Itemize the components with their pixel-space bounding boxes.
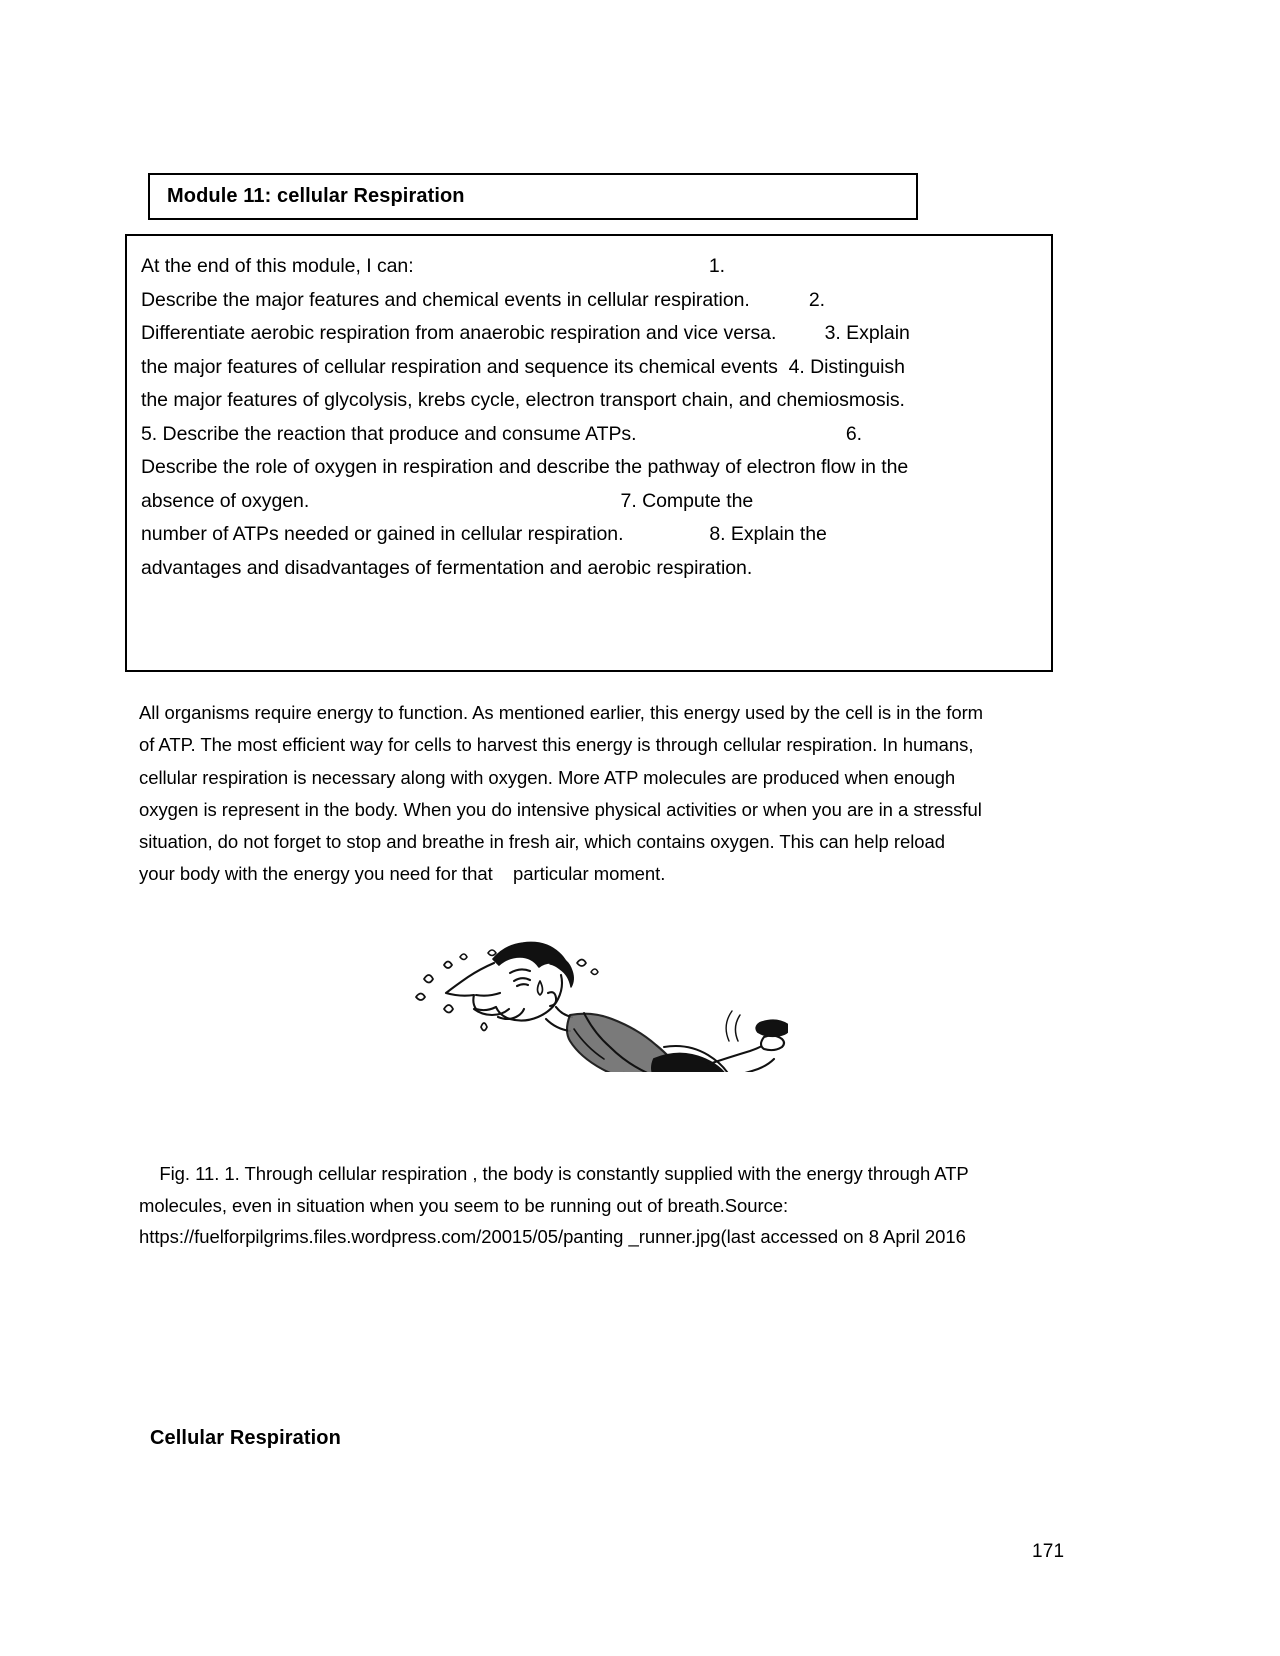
page-number: 171 — [1032, 1541, 1065, 1562]
objective-line: the major features of cellular respiration and sequence its chemical events 4. Distinguish — [141, 355, 905, 378]
caption-line: molecules, even in situation when you seem to be running out of breath.Source: — [139, 1194, 789, 1216]
body-paragraph — [139, 697, 1071, 891]
objective-line: advantages and disadvantages of fermentation and aerobic respiration. — [141, 556, 753, 579]
objective-line: Describe the major features and chemical events in cellular respiration. 2. — [141, 288, 825, 311]
figure-caption — [139, 1158, 1079, 1253]
body-line: of ATP. The most efficient way for cells to harvest this energy is through cellular respiration. In humans, — [139, 734, 974, 756]
caption-line: Fig. 11. 1. Through cellular respiration , the body is constantly supplied with the energy through ATP — [139, 1163, 969, 1184]
body-line: cellular respiration is necessary along with oxygen. More ATP molecules are produced when enough — [139, 766, 956, 788]
runner-cartoon-icon — [388, 897, 788, 1072]
objective-line: At the end of this module, I can: 1. — [141, 255, 725, 277]
objective-line: Differentiate aerobic respiration from anaerobic respiration and vice versa. 3. Explain — [141, 322, 910, 344]
objective-line: Describe the role of oxygen in respiration and describe the pathway of electron flow in the — [141, 456, 909, 478]
body-line: All organisms require energy to function. As mentioned earlier, this energy used by the cell is in the form — [139, 702, 984, 723]
module-title-box — [148, 173, 918, 220]
module-title: Module 11: cellular Respiration — [167, 185, 465, 207]
learning-objectives-box — [125, 234, 1053, 672]
body-line: situation, do not forget to stop and breathe in fresh air, which contains oxygen. This can help reload — [139, 831, 945, 853]
objective-line: number of ATPs needed or gained in cellular respiration. 8. Explain the — [141, 523, 827, 545]
body-line: your body with the energy you need for that particular moment. — [139, 863, 666, 885]
panting-runner-illustration — [388, 897, 788, 1072]
section-heading: Cellular Respiration — [150, 1427, 341, 1449]
objective-line: 5. Describe the reaction that produce and consume ATPs. 6. — [141, 422, 863, 445]
objective-line: absence of oxygen. 7. Compute the — [141, 489, 754, 512]
caption-source-url: https://fuelforpilgrims.files.wordpress.com/20015/05/panting _runner.jpg(last accessed on 8 April 2016 — [139, 1226, 966, 1247]
objective-line: the major features of glycolysis, krebs cycle, electron transport chain, and chemiosmosis. — [141, 389, 905, 411]
body-line: oxygen is represent in the body. When you do intensive physical activities or when you are in a stressful — [139, 798, 982, 820]
learning-objectives-content — [127, 236, 1051, 585]
